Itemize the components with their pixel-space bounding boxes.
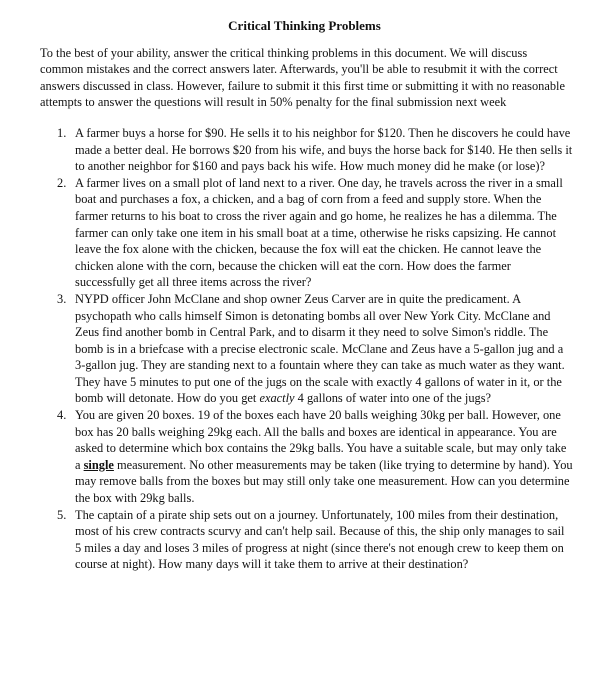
problem-text: A farmer buys a horse for $90. He sells it to his neighbor for $120. Then he discovers he could have made a better deal. He borrows $20 from his wife, and buys the horse back for $140. He then sells it to another neighbor for $160 and pays back his wife. How much money did he make (or lose)?	[75, 125, 573, 174]
problem-text-part: You are given 20 boxes. 19 of the boxes each have 20 balls weighing 30kg per ball. However, one box has 20 balls weighing 29kg each. All the balls and boxes are identical in appearance. You are asked to determine which box contains the 29kg balls. You have a suitable scale, but may only take a	[75, 408, 567, 472]
problem-item	[57, 125, 573, 175]
problem-number: 2.	[57, 175, 67, 190]
problem-number: 4.	[57, 408, 67, 423]
problem-list	[40, 125, 573, 573]
problem-item	[57, 175, 573, 291]
document-title: Critical Thinking Problems	[228, 18, 381, 33]
problem-text-part: 4 gallons of water into one of the jugs?	[294, 391, 492, 406]
problem-number: 1.	[57, 125, 67, 140]
problem-number: 5.	[57, 507, 67, 522]
problem-item	[57, 291, 573, 407]
problem-number: 3.	[57, 291, 67, 306]
problem-text: The captain of a pirate ship sets out on a journey. Unfortunately, 100 miles from their destination, most of his crew contracts scurvy and can't help sail. Because of this, the ship only manages to sail 5 miles a day and loses 3 miles of progress at night (since there's not enough crew to keep them on course at night). How many days will it take them to arrive at their destination?	[75, 507, 565, 572]
problem-item	[57, 407, 573, 507]
intro-paragraph: To the best of your ability, answer the critical thinking problems in this document. We will discuss common mistakes and the correct answers later. Afterwards, you'll be able to resubmit it with the correct answers discussed in class. However, failure to submit it this first time or submitting it with no reasonable attempts to answer the questions will result in 50% penalty for the final submission next week	[40, 45, 565, 110]
problem-text	[75, 292, 565, 406]
problem-text-part: measurement. No other measurements may be taken (like trying to determine by hand). You may remove balls from the boxes but may still only take one measurement. How can you determine the box with 29kg balls.	[75, 457, 573, 506]
problem-text: A farmer lives on a small plot of land next to a river. One day, he travels across the river in a small boat and purchases a fox, a chicken, and a bag of corn from a feed and supply store. When the farmer returns to his boat to cross the river again and go home, he realizes he has a dilemma. The farmer can only take one item in his small boat at a time, otherwise he risks capsizing. He cannot leave the fox alone with the chicken, because the fox will eat the chicken. He cannot leave the chicken alone with the corn, because the chicken will eat the corn. How does the farmer successfully get all three items across the river?	[75, 175, 563, 290]
problem-text	[75, 408, 573, 505]
problem-text-part: NYPD officer John McClane and shop owner Zeus Carver are in quite the predicament. A psychopath who calls himself Simon is detonating bombs all over New York City. McClane and Zeus find another bomb in Central Park, and to disarm it they need to solve Simon's riddle. The bomb is in a briefcase with a precise electronic scale. McClane and Zeus have a 5-gallon jug and a 3-gallon jug. They are standing next to a fountain where they can take as much water as they want. They have 5 minutes to put one of the jugs on the scale with exactly 4 gallons of water in it, or the bomb will detonate. How do you get	[75, 291, 565, 406]
problem-item	[57, 507, 573, 573]
emphasis-italic: exactly	[259, 391, 295, 406]
emphasis-bold-underline: single	[83, 457, 114, 472]
